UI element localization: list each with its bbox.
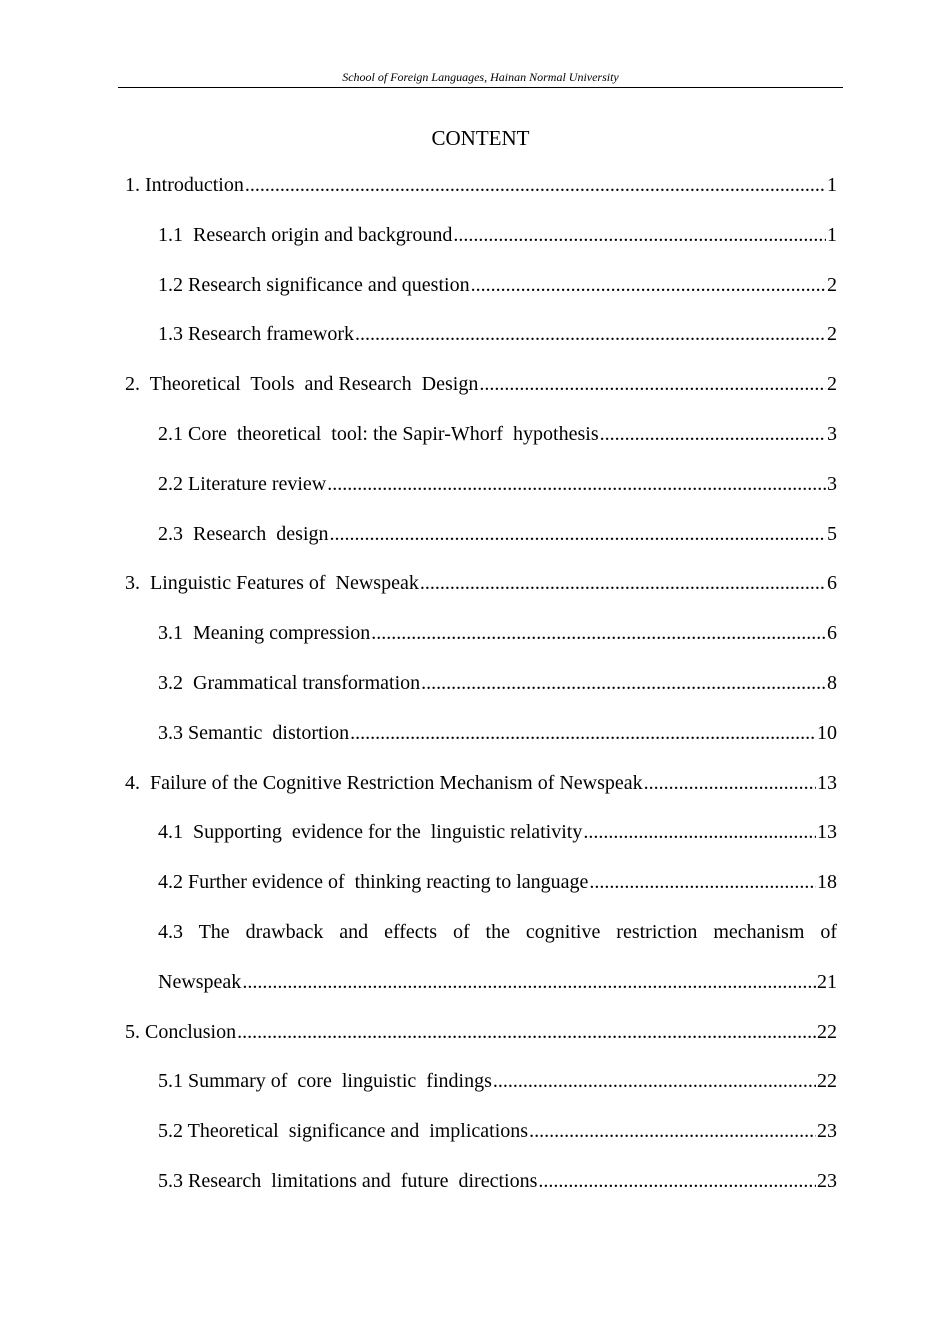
toc-entry-page: 3	[827, 472, 837, 495]
toc-entry-1[interactable]	[125, 174, 837, 224]
toc-entry-page: 13	[817, 821, 837, 844]
toc-entry-5[interactable]	[125, 1021, 837, 1071]
toc-entry-label: 5.2 Theoretical significance and implications	[158, 1120, 529, 1143]
toc-entry-5-2[interactable]	[125, 1120, 837, 1170]
toc-entry-5-1[interactable]	[125, 1070, 837, 1120]
toc-entry-4-2[interactable]	[125, 871, 837, 921]
dot-leader	[493, 1070, 816, 1093]
toc-entry-page: 1	[827, 174, 837, 196]
toc-entry-4-1[interactable]	[125, 821, 837, 871]
dot-leader	[371, 622, 826, 645]
toc-entry-page: 18	[817, 871, 837, 894]
toc-entry-page: 2	[827, 273, 837, 296]
toc-entry-label: 1. Introduction	[125, 174, 244, 196]
toc-entry-page: 10	[817, 721, 837, 744]
toc-entry-label: 4.1 Supporting evidence for the linguistic relativity	[158, 821, 583, 844]
toc-entry-1-1[interactable]	[125, 224, 837, 274]
dot-leader	[327, 473, 826, 496]
toc-entry-label: 5.3 Research limitations and future directions	[158, 1169, 538, 1192]
toc-entry-5-3[interactable]	[125, 1170, 837, 1220]
toc-entry-label-line2: Newspeak	[158, 970, 242, 993]
toc-entry-page: 8	[827, 671, 837, 694]
toc-entry-label: 5.1 Summary of core linguistic findings	[158, 1070, 492, 1093]
dot-leader	[350, 722, 816, 745]
dot-leader	[453, 224, 826, 247]
toc-entry-label: 1.1 Research origin and background	[158, 223, 453, 246]
toc-entry-label: 3.2 Grammatical transformation	[158, 671, 421, 694]
dot-leader	[242, 971, 816, 994]
running-header: School of Foreign Languages, Hainan Normal University	[342, 70, 619, 84]
toc-entry-4[interactable]	[125, 772, 837, 822]
page-title: CONTENT	[431, 126, 530, 150]
dot-leader	[355, 323, 826, 346]
dot-leader	[421, 672, 826, 695]
toc-entry-page: 21	[817, 970, 837, 993]
toc-entry-label: 1.3 Research framework	[158, 323, 355, 346]
toc-entry-label-line1: 4.3 The drawback and effects of the cognitive restriction mechanism of	[158, 920, 837, 943]
toc-entry-label: 2.1 Core theoretical tool: the Sapir-Whorf hypothesis	[158, 422, 599, 445]
toc-entry-page: 23	[817, 1169, 837, 1192]
toc-entry-3-3[interactable]	[125, 722, 837, 772]
toc-entry-page: 22	[817, 1020, 837, 1043]
toc-entry-page: 3	[827, 422, 837, 445]
dot-leader	[583, 821, 816, 844]
toc-entry-2[interactable]	[125, 373, 837, 423]
toc-entry-1-3[interactable]	[125, 323, 837, 373]
toc-entry-label: 2.2 Literature review	[158, 472, 327, 495]
toc-entry-2-2[interactable]	[125, 473, 837, 523]
dot-leader	[420, 572, 826, 595]
toc-entry-page: 5	[827, 522, 837, 545]
dot-leader	[237, 1021, 816, 1044]
toc-entry-page: 22	[817, 1070, 837, 1093]
dot-leader	[538, 1170, 816, 1193]
toc-entry-label: 5. Conclusion	[125, 1020, 237, 1043]
toc-entry-label: 1.2 Research significance and question	[158, 273, 470, 296]
toc-entry-page: 13	[817, 771, 837, 794]
toc-entry-label: 3.1 Meaning compression	[158, 622, 371, 645]
toc-entry-label: 2.3 Research design	[158, 522, 329, 545]
toc-entry-3-2[interactable]	[125, 672, 837, 722]
dot-leader	[600, 423, 826, 446]
toc-entry-label: 3. Linguistic Features of Newspeak	[125, 572, 419, 595]
toc-entry-2-3[interactable]	[125, 523, 837, 573]
toc-entry-label: 4.2 Further evidence of thinking reacting to language	[158, 871, 589, 894]
toc-entry-page: 6	[827, 572, 837, 595]
toc-entry-3-1[interactable]	[125, 622, 837, 672]
dot-leader	[589, 871, 816, 894]
toc-entry-label-line2-row	[158, 971, 837, 1021]
toc-entry-label: 3.3 Semantic distortion	[158, 721, 350, 744]
dot-leader	[644, 772, 816, 795]
dot-leader	[471, 274, 826, 297]
toc-entry-4-3[interactable]	[125, 921, 837, 1021]
toc-entry-page: 2	[827, 323, 837, 346]
toc-entry-1-2[interactable]	[125, 274, 837, 324]
dot-leader	[330, 523, 826, 546]
toc-entry-page: 23	[817, 1120, 837, 1143]
toc-entry-label: 2. Theoretical Tools and Research Design	[125, 373, 479, 396]
table-of-contents	[125, 174, 837, 1220]
toc-entry-page: 1	[827, 223, 837, 246]
toc-entry-page: 2	[827, 373, 837, 396]
header-rule	[118, 87, 843, 88]
toc-entry-2-1[interactable]	[125, 423, 837, 473]
dot-leader	[245, 174, 826, 197]
toc-entry-3[interactable]	[125, 572, 837, 622]
toc-entry-page: 6	[827, 622, 837, 645]
dot-leader	[479, 373, 826, 396]
toc-entry-label: 4. Failure of the Cognitive Restriction Mechanism of Newspeak	[125, 771, 643, 794]
dot-leader	[529, 1120, 816, 1143]
